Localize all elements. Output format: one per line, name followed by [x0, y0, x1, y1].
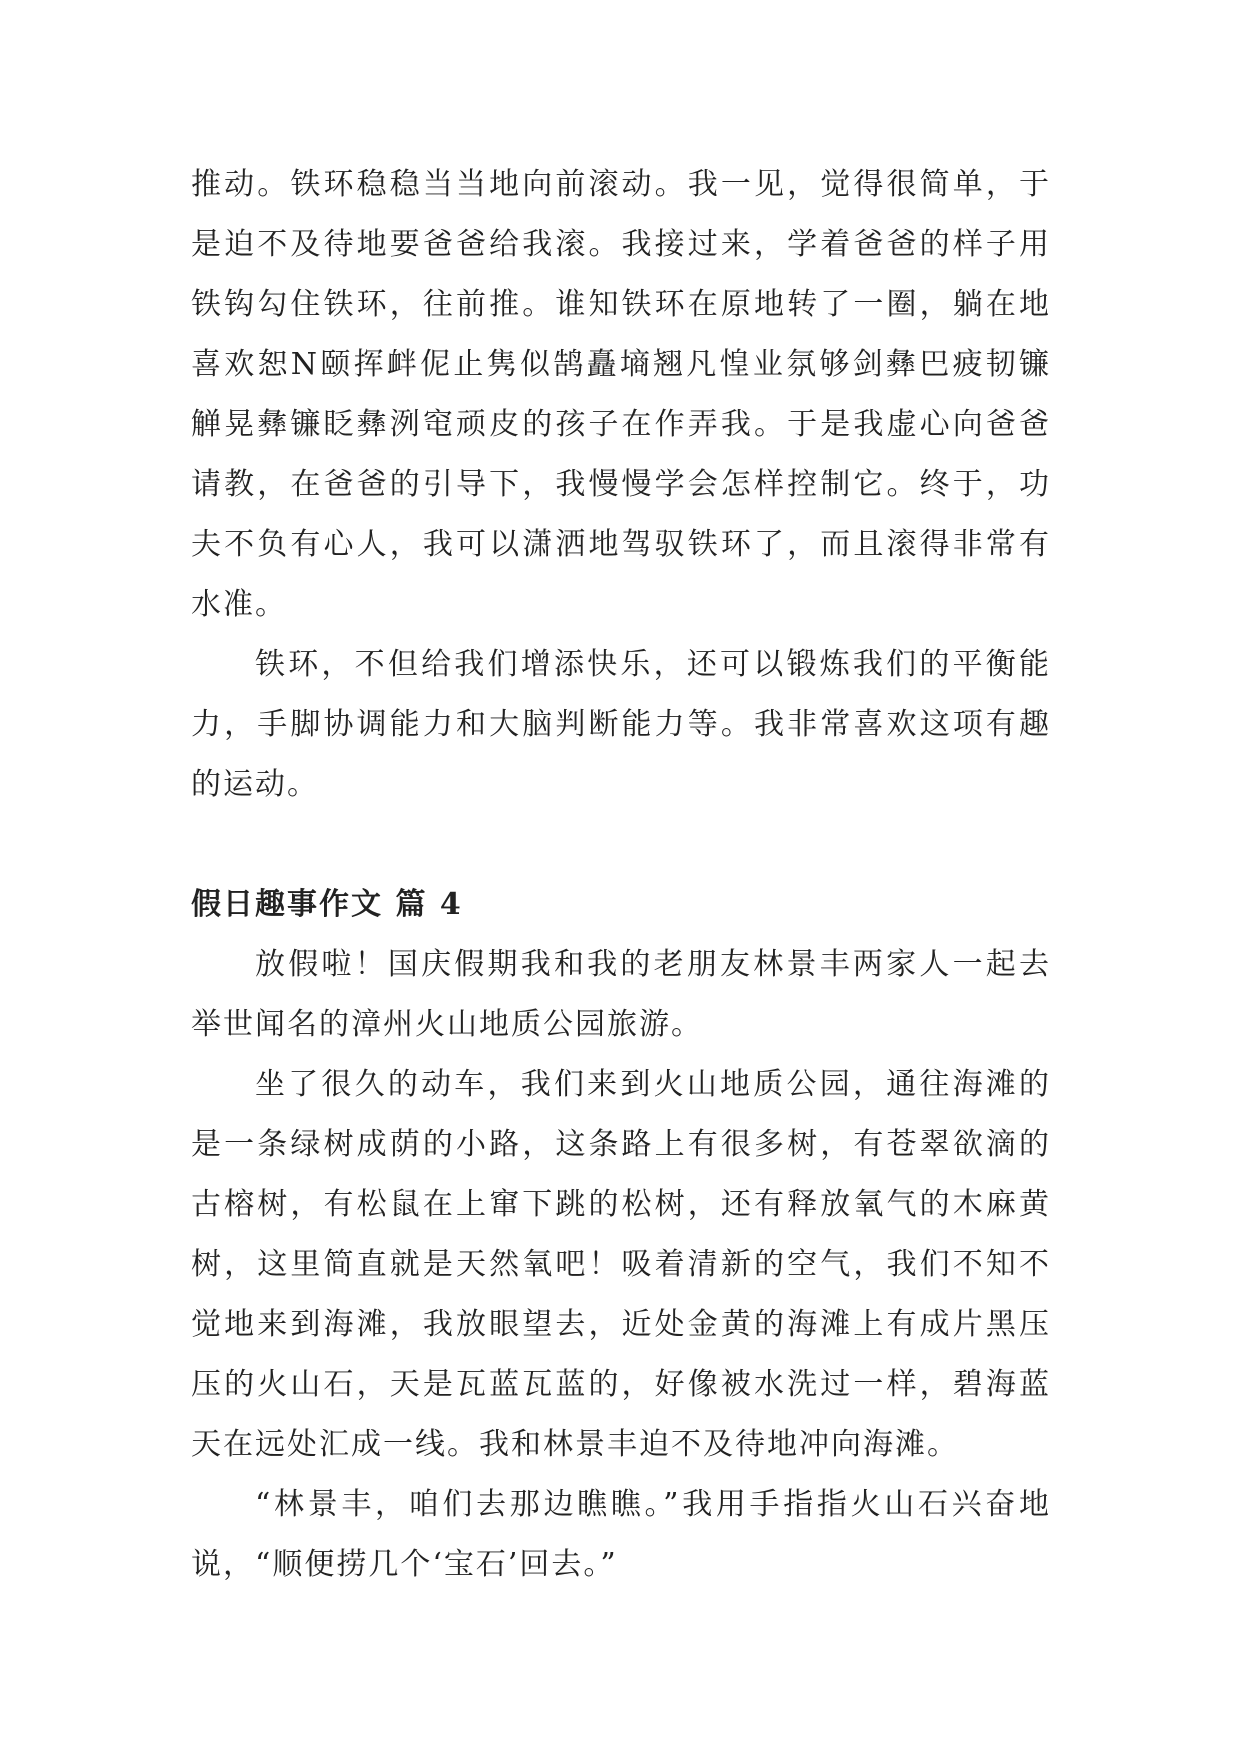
section-heading: 假日趣事作文 篇 4: [191, 887, 463, 922]
document-body: [191, 155, 1051, 1595]
paragraph-iron-hoop-summary: 铁环，不但给我们增添快乐，还可以锻炼我们的平衡能力，手脚协调能力和大脑判断能力等。我非常喜欢这项有趣的运动。: [191, 647, 1051, 802]
paragraph-holiday-intro: 放假啦！国庆假期我和我的老朋友林景丰两家人一起去举世闻名的漳州火山地质公园旅游。: [191, 947, 1051, 1042]
paragraph-beach-description: 坐了很久的动车，我们来到火山地质公园，通往海滩的是一条绿树成荫的小路，这条路上有很多树，有苍翠欲滴的古榕树，有松鼠在上窜下跳的松树，还有释放氧气的木麻黄树，这里简直就是天然氧吧！吸着清新的空气，我们不知不觉地来到海滩，我放眼望去，近处金黄的海滩上有成片黑压压的火山石，天是瓦蓝瓦蓝的，好像被水洗过一样，碧海蓝天在远处汇成一线。我和林景丰迫不及待地冲向海滩。: [191, 1067, 1051, 1462]
paragraph-continued: 推动。铁环稳稳当当地向前滚动。我一见，觉得很简单，于是迫不及待地要爸爸给我滚。我接过来，学着爸爸的样子用铁钩勾住铁环，往前推。谁知铁环在原地转了一圈，躺在地喜欢恕N颐挥衅伲止隽似鹄矗墒翘凡惶业氛够剑彝巴疲韧镰觯晃彝镰眨彝洌窀顽皮的孩子在作弄我。于是我虚心向爸爸请教，在爸爸的引导下，我慢慢学会怎样控制它。终于，功夫不负有心人，我可以潇洒地驾驭铁环了，而且滚得非常有水准。: [191, 167, 1051, 622]
paragraph-dialogue: “林景丰，咱们去那边瞧瞧。”我用手指指火山石兴奋地说，“顺便捞几个‘宝石’回去。”: [191, 1487, 1051, 1582]
